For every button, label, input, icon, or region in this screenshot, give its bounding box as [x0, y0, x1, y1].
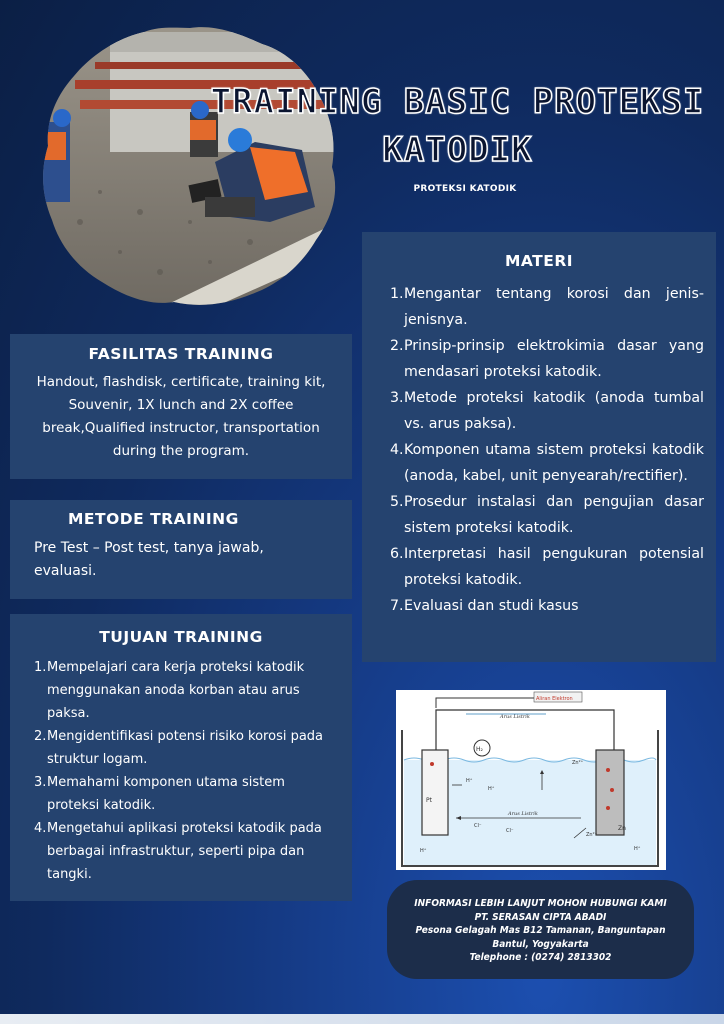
list-item-number: 7.	[390, 598, 404, 614]
telephone: Telephone : (0274) 2813302	[469, 952, 612, 963]
fasilitas-body: Handout, flashdisk, certificate, training kit, Souvenir, 1X lunch and 2X coffee break,Qualified instructor, transportation during the program.	[36, 374, 326, 459]
list-item-number: 3.	[390, 390, 404, 406]
list-item	[390, 437, 704, 489]
list-item	[34, 771, 336, 817]
list-item	[390, 281, 704, 333]
footer-strip	[0, 1014, 724, 1024]
pt-label: Pt	[426, 797, 432, 804]
cl-label-2: Cl⁻	[506, 828, 514, 834]
materi-panel	[362, 232, 716, 662]
h-plus-label-1: H⁺	[466, 778, 473, 784]
list-item	[390, 489, 704, 541]
cathodic-cell-diagram	[396, 690, 666, 870]
list-item-text: Mengetahui aplikasi proteksi katodik pada berbagai infrastruktur, seperti pipa dan tangki.	[47, 821, 322, 882]
list-item	[34, 656, 336, 725]
list-item	[34, 817, 336, 886]
zn-label: Zn	[618, 825, 626, 832]
contact-heading: INFORMASI LEBIH LANJUT MOHON HUBUNGI KAMI	[414, 898, 667, 909]
tujuan-title: TUJUAN TRAINING	[99, 628, 263, 646]
page-subtitle: PROTEKSI KATODIK	[413, 184, 517, 194]
fasilitas-panel	[10, 334, 352, 479]
zn2-label-1: Zn²⁺	[572, 760, 584, 766]
list-item-text: Evaluasi dan studi kasus	[404, 598, 579, 614]
cl-label-1: Cl⁻	[474, 823, 482, 829]
list-item-text: Mengidentifikasi potensi risiko korosi pada struktur logam.	[47, 729, 324, 767]
metode-panel	[10, 500, 352, 599]
list-item-text: Komponen utama sistem proteksi katodik (anoda, kabel, unit penyearah/rectifier).	[404, 442, 704, 484]
list-item-number: 4.	[390, 442, 404, 458]
list-item-number: 2.	[34, 729, 47, 744]
h-plus-label-3: H⁺	[420, 848, 427, 854]
list-item	[390, 593, 704, 619]
address-line-1: Pesona Gelagah Mas B12 Tamanan, Banguntapan	[415, 925, 666, 936]
list-item-number: 4.	[34, 821, 47, 836]
fasilitas-title: FASILITAS TRAINING	[88, 345, 274, 363]
list-item-number: 2.	[390, 338, 404, 354]
list-item	[390, 541, 704, 593]
list-item-text: Memahami komponen utama sistem proteksi katodik.	[47, 775, 285, 813]
current-bottom-label: Arus Listrik	[508, 811, 538, 817]
list-item-text: Prosedur instalasi dan pengujian dasar sistem proteksi katodik.	[404, 494, 704, 536]
h-plus-label-2: H⁺	[488, 786, 495, 792]
h2-label: H₂	[476, 746, 483, 753]
materi-title: MATERI	[504, 252, 574, 270]
metode-title: METODE TRAINING	[68, 510, 239, 528]
tujuan-list	[10, 656, 352, 886]
list-item-text: Mengantar tentang korosi dan jenis-jenisnya.	[404, 286, 704, 328]
list-item-text: Mempelajari cara kerja proteksi katodik menggunakan anoda korban atau arus paksa.	[47, 660, 305, 721]
metode-body: Pre Test – Post test, tanya jawab, evaluasi.	[34, 540, 264, 579]
list-item-number: 1.	[390, 286, 404, 302]
list-item-number: 1.	[34, 660, 47, 675]
contact-box	[387, 880, 694, 979]
list-item-number: 3.	[34, 775, 47, 790]
electron-label: Aliran Elektron	[536, 696, 573, 702]
address-line-2: Bantul, Yogyakarta	[492, 938, 589, 950]
list-item-number: 6.	[390, 546, 404, 562]
h-plus-label-4: H⁺	[634, 846, 641, 852]
list-item-text: Prinsip-prinsip elektrokimia dasar yang mendasari proteksi katodik.	[404, 338, 704, 380]
current-top-label: Arus Listrik	[500, 714, 530, 720]
materi-list	[362, 281, 716, 619]
company-name: PT. SERASAN CIPTA ABADI	[474, 911, 607, 923]
list-item	[390, 385, 704, 437]
zn2-label-2: Zn²⁺	[586, 832, 598, 838]
list-item-text: Metode proteksi katodik (anoda tumbal vs. arus paksa).	[404, 390, 704, 432]
tujuan-panel	[10, 614, 352, 901]
list-item	[34, 725, 336, 771]
list-item-number: 5.	[390, 494, 404, 510]
list-item	[390, 333, 704, 385]
list-item-text: Interpretasi hasil pengukuran potensial proteksi katodik.	[404, 546, 704, 588]
page-title: TRAINING BASIC PROTEKSI KATODIK	[210, 82, 705, 170]
